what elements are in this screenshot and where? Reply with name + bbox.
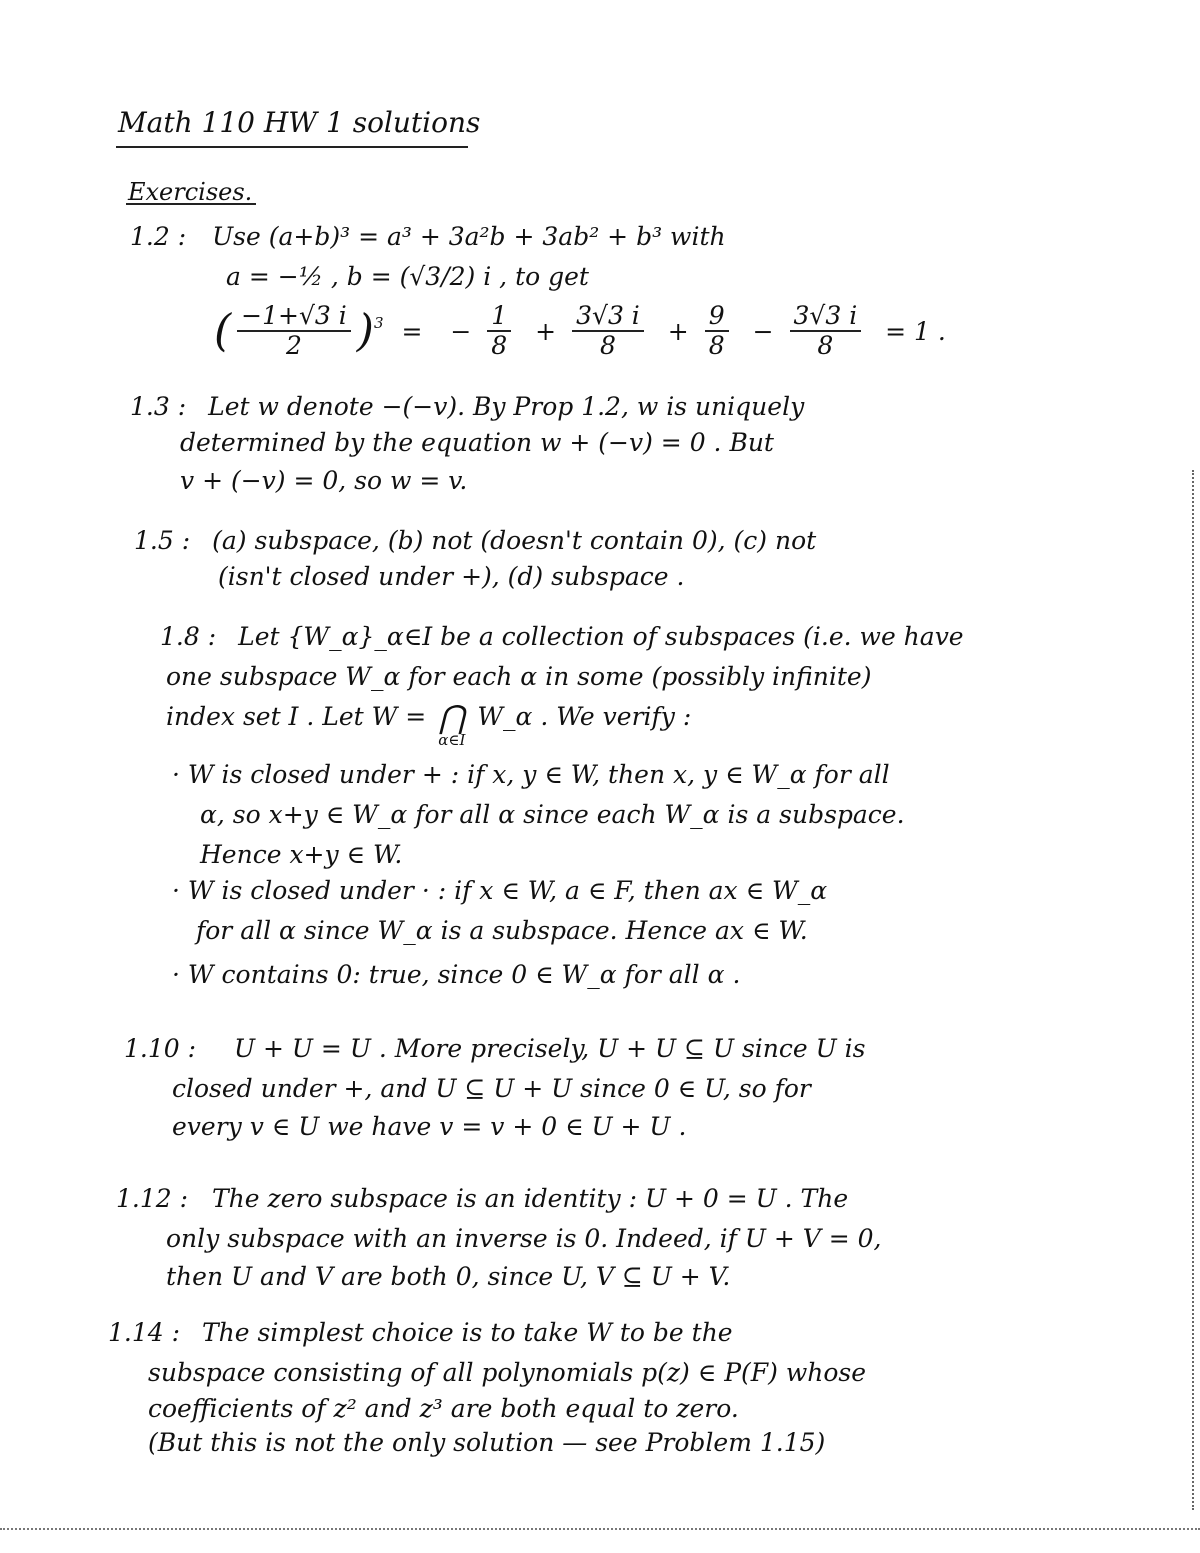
exercise-text: Let {W_α}_α∈I be a collection of subspaces (i.e. we have bbox=[238, 622, 964, 651]
exercise-text: U + U = U . More precisely, U + U ⊆ U since U is bbox=[234, 1034, 866, 1063]
exercise-label: 1.10 : bbox=[124, 1034, 197, 1063]
scan-edge-bottom bbox=[0, 1528, 1200, 1530]
fraction-numerator: −1+√3 i bbox=[237, 302, 351, 332]
exercise-1-3-line1 bbox=[130, 392, 804, 422]
exercise-1-2-line2: a = −½ , b = (√3/2) i , to get bbox=[226, 262, 589, 291]
fraction-term-3 bbox=[705, 302, 729, 360]
plus-sign: + bbox=[535, 316, 557, 346]
exercise-1-8-line2: one subspace W_α for each α in some (possibly infinite) bbox=[166, 662, 872, 691]
exercise-1-12-line2: only subspace with an inverse is 0. Indeed, if U + V = 0, bbox=[166, 1224, 882, 1253]
exercise-1-14-line2: subspace consisting of all polynomials p(z) ∈ P(F) whose bbox=[148, 1358, 866, 1387]
fraction-numerator: 3√3 i bbox=[572, 302, 644, 332]
exercise-label: 1.12 : bbox=[116, 1184, 189, 1213]
fraction-base bbox=[237, 302, 351, 360]
exercise-label: 1.3 : bbox=[130, 392, 187, 421]
exercise-1-12-line1 bbox=[116, 1184, 848, 1214]
exercise-1-10-line1 bbox=[124, 1034, 865, 1064]
intersection-operator bbox=[438, 698, 466, 749]
exercise-1-8-line3 bbox=[166, 698, 692, 749]
fraction-denominator: 8 bbox=[708, 331, 725, 360]
exercise-1-3-line2: determined by the equation w + (−v) = 0 . But bbox=[180, 428, 774, 457]
exercise-text: W_α . We verify : bbox=[477, 702, 692, 731]
exercise-1-8-bullet3-line1: · W contains 0: true, since 0 ∈ W_α for all α . bbox=[172, 960, 741, 989]
exercise-text: Use (a+b)³ = a³ + 3a²b + 3ab² + b³ with bbox=[212, 222, 726, 251]
equals-sign: = bbox=[401, 316, 423, 346]
fraction-term-2 bbox=[572, 302, 644, 360]
fraction-numerator: 9 bbox=[705, 302, 729, 332]
exercise-1-12-line3: then U and V are both 0, since U, V ⊆ U + V. bbox=[166, 1262, 731, 1291]
minus-sign: − bbox=[752, 316, 774, 346]
exercise-text: (a) subspace, (b) not (doesn't contain 0), (c) not bbox=[212, 526, 817, 555]
title-underline bbox=[116, 146, 468, 148]
exercise-text: index set I . Let W = bbox=[166, 702, 427, 731]
exercise-1-10-line3: every v ∈ U we have v = v + 0 ∈ U + U . bbox=[172, 1112, 687, 1141]
equation-result: = 1 . bbox=[885, 316, 946, 346]
exercise-1-14-line3: coefficients of z² and z³ are both equal to zero. bbox=[148, 1394, 739, 1423]
exercise-1-8-bullet1-line1: · W is closed under + : if x, y ∈ W, then x, y ∈ W_α for all bbox=[172, 760, 890, 789]
fraction-denominator: 8 bbox=[600, 331, 616, 360]
scan-edge-right bbox=[1192, 470, 1194, 1510]
intersection-index: α∈I bbox=[438, 731, 466, 749]
exercise-label: 1.5 : bbox=[134, 526, 191, 555]
exercise-text: The zero subspace is an identity : U + 0 = U . The bbox=[212, 1184, 849, 1213]
exercise-1-2-equation bbox=[214, 302, 956, 360]
fraction-denominator: 8 bbox=[491, 331, 508, 360]
page-title: Math 110 HW 1 solutions bbox=[118, 106, 481, 139]
exercise-1-5-line1 bbox=[134, 526, 816, 556]
exercise-1-14-line4: (But this is not the only solution — see Problem 1.15) bbox=[148, 1428, 826, 1457]
exercise-1-14-line1 bbox=[108, 1318, 733, 1348]
fraction-term-4 bbox=[790, 302, 862, 360]
section-underline bbox=[126, 203, 256, 205]
exercise-1-8-bullet1-line2: α, so x+y ∈ W_α for all α since each W_α is a subspace. bbox=[200, 800, 905, 829]
exercise-text: The simplest choice is to take W to be the bbox=[202, 1318, 733, 1347]
fraction-numerator: 3√3 i bbox=[790, 302, 862, 332]
exercise-1-8-bullet1-line3: Hence x+y ∈ W. bbox=[200, 840, 403, 869]
minus-sign: − bbox=[450, 316, 472, 346]
exercise-1-5-line2: (isn't closed under +), (d) subspace . bbox=[218, 562, 685, 591]
exercise-1-8-bullet2-line2: for all α since W_α is a subspace. Hence ax ∈ W. bbox=[196, 916, 808, 945]
exercise-1-3-line3: v + (−v) = 0, so w = v. bbox=[180, 466, 468, 495]
exercise-label: 1.2 : bbox=[130, 222, 187, 251]
section-heading: Exercises. bbox=[128, 178, 253, 206]
exercise-1-10-line2: closed under +, and U ⊆ U + U since 0 ∈ U, so for bbox=[172, 1074, 811, 1103]
fraction-term-1 bbox=[487, 302, 511, 360]
fraction-numerator: 1 bbox=[487, 302, 511, 332]
exercise-1-8-bullet2-line1: · W is closed under · : if x ∈ W, a ∈ F, then ax ∈ W_α bbox=[172, 876, 828, 905]
close-paren: ) bbox=[356, 305, 374, 357]
fraction-denominator: 8 bbox=[817, 331, 834, 360]
plus-sign: + bbox=[667, 316, 689, 346]
open-paren: ( bbox=[214, 305, 232, 357]
exponent: 3 bbox=[373, 314, 384, 333]
exercise-label: 1.8 : bbox=[160, 622, 217, 651]
exercise-1-8-line1 bbox=[160, 622, 964, 652]
exercise-label: 1.14 : bbox=[108, 1318, 181, 1347]
exercise-text: Let w denote −(−v). By Prop 1.2, w is uniquely bbox=[208, 392, 805, 421]
intersection-symbol: ⋂ bbox=[438, 698, 465, 736]
fraction-denominator: 2 bbox=[286, 331, 302, 360]
exercise-1-2-line1 bbox=[130, 222, 726, 252]
